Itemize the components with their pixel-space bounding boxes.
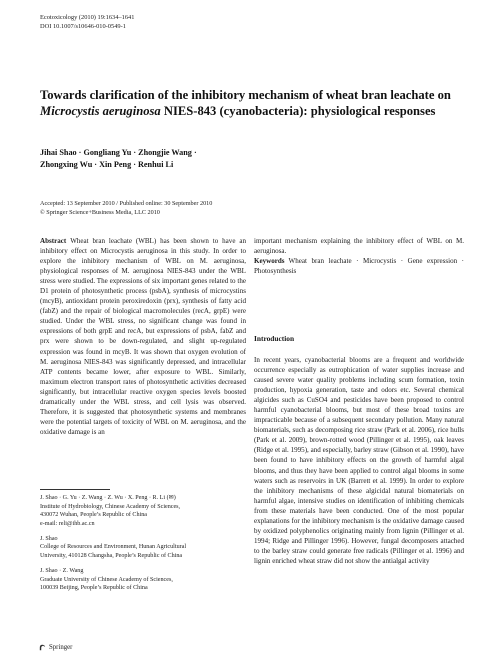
affiliation-footnotes xyxy=(40,494,250,599)
right-column xyxy=(254,236,464,565)
affiliation-line: J. Shao · Z. Wang xyxy=(40,568,84,575)
abstract-continuation: important mechanism explaining the inhibitory effect of WBL on M. aeruginosa. xyxy=(254,237,464,256)
keywords-heading: Keywords xyxy=(254,257,285,266)
title-text-1: Towards clarification of the inhibitory mechanism of wheat bran leachate on xyxy=(40,88,451,102)
keywords-paragraph xyxy=(254,256,464,276)
title-text-2: NIES-843 (cyanobacteria): physiological responses xyxy=(160,103,436,118)
affiliation-line: J. Shao xyxy=(40,535,58,542)
abstract-heading: Abstract xyxy=(40,237,67,245)
footnote-divider xyxy=(40,489,110,490)
affiliation-line: J. Shao · G. Yu · Z. Wang · Z. Wu · X. Peng · R. Li (✉) xyxy=(40,495,176,501)
accepted-line: Accepted: 13 September 2010 / Published online: 30 September 2010 xyxy=(40,200,213,207)
author-list xyxy=(40,147,460,170)
introduction-text: In recent years, cyanobacterial blooms are a frequent and worldwide occurrence especially as eutrophication of water supplies increase and caused severe water quality problems including scum formation, toxin production, hypoxia generation, taste and odors etc. Several chemical algicides such as CuSO4 and pesticides have been proposed to control harmful cyanobacterial blooms, but most of these broad toxins are impracticable because of a subsequent secondary pollution. Many natural biomaterials, such as decomposing rice straw (Park et al. 2006), rice hulls (Park et al. 2009), brown-rotted wood (Pillinger et al. 1995), oak leaves (Ridge et al. 1995), and especially, barley straw (Gibson et al. 1990), have been found to have inhibitory effects on the growth of harmful algal blooms, and thus they have been applied to control algal blooms in some waters such as reservoirs in UK (Barrett et al. 1999). In order to explore the inhibitory mechanisms of these algicidal natural biomaterials on harmful algae, intensive studies on identification of inhibiting chemicals from these materials have been conducted. One of the most popular explanations for the inhibitory mechanism is the oxidative damage caused by oxidized polyphenolics originating mainly from lignin (Pillinger et al. 1994; Ridge and Pillinger 1996). However, fungal decomposers attached to the barley straw could generate free radicals (Pillinger et al. 1996) and lignin enriched wheat straw did not show the antialgal activity xyxy=(254,356,464,565)
authors-line-1: Jihai Shao · Gongliang Yu · Zhongjie Wang · xyxy=(40,148,197,157)
email-line[interactable]: e-mail: reli@ihb.ac.cn xyxy=(40,520,95,527)
affiliation-line: Institute of Hydrobiology, Chinese Academy of Sciences, xyxy=(40,503,181,510)
left-column xyxy=(40,236,246,437)
introduction-body xyxy=(254,355,464,566)
affiliation-block-2 xyxy=(40,535,250,561)
affiliation-block-1 xyxy=(40,494,250,528)
journal-citation: Ecotoxicology (2010) 19:1634–1641 xyxy=(40,14,135,21)
abstract-paragraph xyxy=(40,236,246,437)
journal-header xyxy=(40,13,460,31)
publisher-name: Springer xyxy=(49,644,73,651)
publisher-footer xyxy=(38,643,138,652)
abstract-text: Wheat bran leachate (WBL) has been shown to have an inhibitory effect on Microcystis aeruginosa in this study. In order to explore the inhibitory mechanism of WBL on M. aeruginosa, physiological responses of M. aeruginosa NIES-843 under the WBL stress were studied. The expressions of six important genes related to the D1 protein of photosynthetic process (psbA), synthesis of microcystins (mcyB), antioxidant protein peroxiredoxin (prx), synthesis of fatty acid (fabZ) and the repair of biological macromolecules (recA, grpE) were studied. Under the WBL stress, no significant change was found in expressions of both grpE and recA, but expressions of psbA, fabZ and prx were shown to be down-regulated, and slight up-regulated expression was found in mcyB. It was shown that oxygen evolution of M. aeruginosa NIES-843 was significantly depressed, and intracellular ATP contents became lower, after exposure to WBL. Similarly, maximum electron transport rates of photosynthetic activities decreased significantly, but intracellular reactive oxygen species levels boosted dramatically under the WBL stress, and cell lysis was observed. Therefore, it is suggested that photosynthetic systems and membranes were the potential targets of toxicity of WBL on M. aeruginosa, and the oxidative damage is an xyxy=(40,237,246,436)
affiliation-block-3 xyxy=(40,567,250,593)
introduction-heading: Introduction xyxy=(254,334,295,343)
article-title xyxy=(40,88,460,119)
authors-line-2: Zhongxing Wu · Xin Peng · Renhui Li xyxy=(40,159,174,169)
journal-doi: DOI 10.1007/s10646-010-0549-1 xyxy=(40,23,126,30)
affiliation-line: Graduate University of Chinese Academy of Sciences, xyxy=(40,576,173,583)
copyright-line: © Springer Science+Business Media, LLC 2010 xyxy=(40,208,160,216)
keywords-text: Wheat bran leachate · Microcystis · Gene expression · Photosynthesis xyxy=(254,257,464,276)
title-italic: Microcystis aeruginosa xyxy=(40,103,161,118)
springer-horse-icon xyxy=(38,643,47,652)
affiliation-line: 100039 Beijing, People’s Republic of China xyxy=(40,585,148,592)
affiliation-line: University, 410128 Changsha, People’s Republic of China xyxy=(40,553,183,560)
publication-dates xyxy=(40,200,460,217)
affiliation-line: College of Resources and Environment, Hunan Agricultural xyxy=(40,544,187,551)
affiliation-line: 430072 Wuhan, People’s Republic of China xyxy=(40,512,147,519)
